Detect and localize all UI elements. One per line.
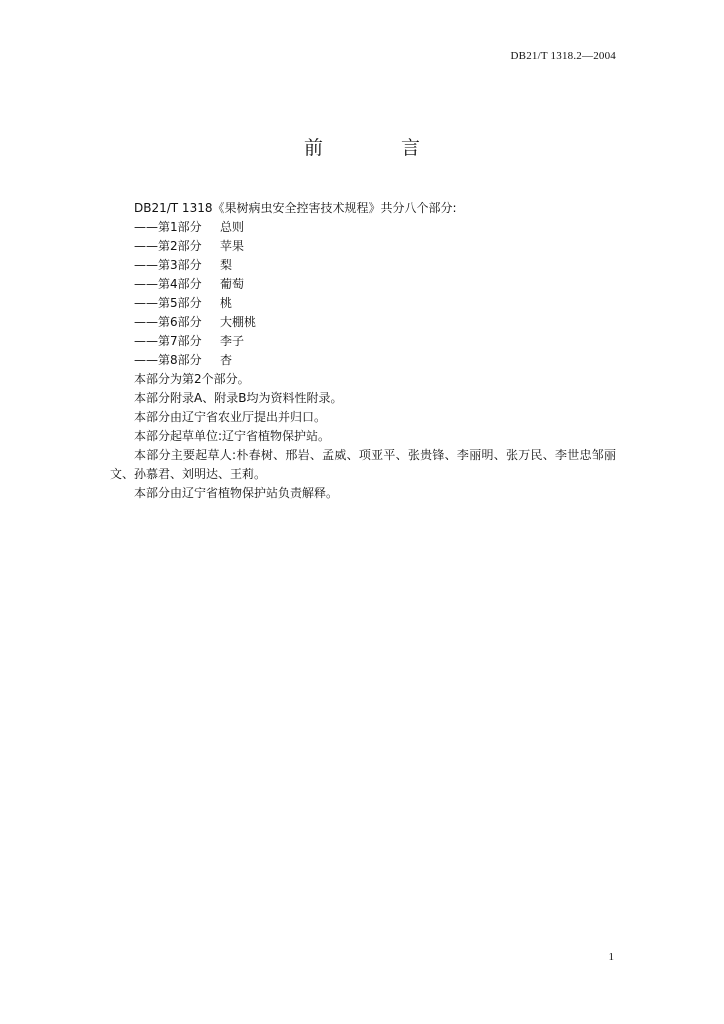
list-item <box>110 218 616 237</box>
standard-code: DB21/T 1318.2—2004 <box>510 50 616 62</box>
part-name: 总则 <box>220 220 245 234</box>
list-item <box>110 332 616 351</box>
drafters-statement: 本部分主要起草人:朴春树、邢岩、孟威、项亚平、张贵锋、李丽明、张万民、李世忠邹丽文、孙慕君、刘明达、王莉。 <box>110 448 616 481</box>
document-body <box>110 199 616 503</box>
interpretation-statement: 本部分由辽宁省植物保护站负责解释。 <box>134 486 339 500</box>
part-number: ——第2部分 <box>134 239 202 253</box>
part-number: ——第6部分 <box>134 315 202 329</box>
page-title: 前 言 <box>303 137 457 159</box>
appendix-statement: 本部分附录A、附录B均为资料性附录。 <box>134 391 343 405</box>
part-number: ——第1部分 <box>134 220 202 234</box>
part-number: ——第5部分 <box>134 296 202 310</box>
list-item <box>110 351 616 370</box>
part-number: ——第7部分 <box>134 334 202 348</box>
part-name: 桃 <box>220 296 233 310</box>
part-name: 葡萄 <box>220 277 245 291</box>
part-statement: 本部分为第2个部分。 <box>134 372 250 386</box>
list-item <box>110 313 616 332</box>
list-item <box>110 275 616 294</box>
parts-list <box>110 218 616 370</box>
list-item <box>110 237 616 256</box>
part-name: 苹果 <box>220 239 245 253</box>
intro-paragraph: DB21/T 1318《果树病虫安全控害技术规程》共分八个部分: <box>134 201 457 215</box>
drafting-unit-statement: 本部分起草单位:辽宁省植物保护站。 <box>134 429 331 443</box>
part-name: 梨 <box>220 258 233 272</box>
part-name: 李子 <box>220 334 245 348</box>
list-item <box>110 256 616 275</box>
part-number: ——第4部分 <box>134 277 202 291</box>
page-number: 1 <box>608 951 614 963</box>
list-item <box>110 294 616 313</box>
proposer-statement: 本部分由辽宁省农业厅提出并归口。 <box>134 410 327 424</box>
part-name: 杏 <box>220 353 233 367</box>
part-number: ——第8部分 <box>134 353 202 367</box>
part-name: 大棚桃 <box>220 315 257 329</box>
part-number: ——第3部分 <box>134 258 202 272</box>
